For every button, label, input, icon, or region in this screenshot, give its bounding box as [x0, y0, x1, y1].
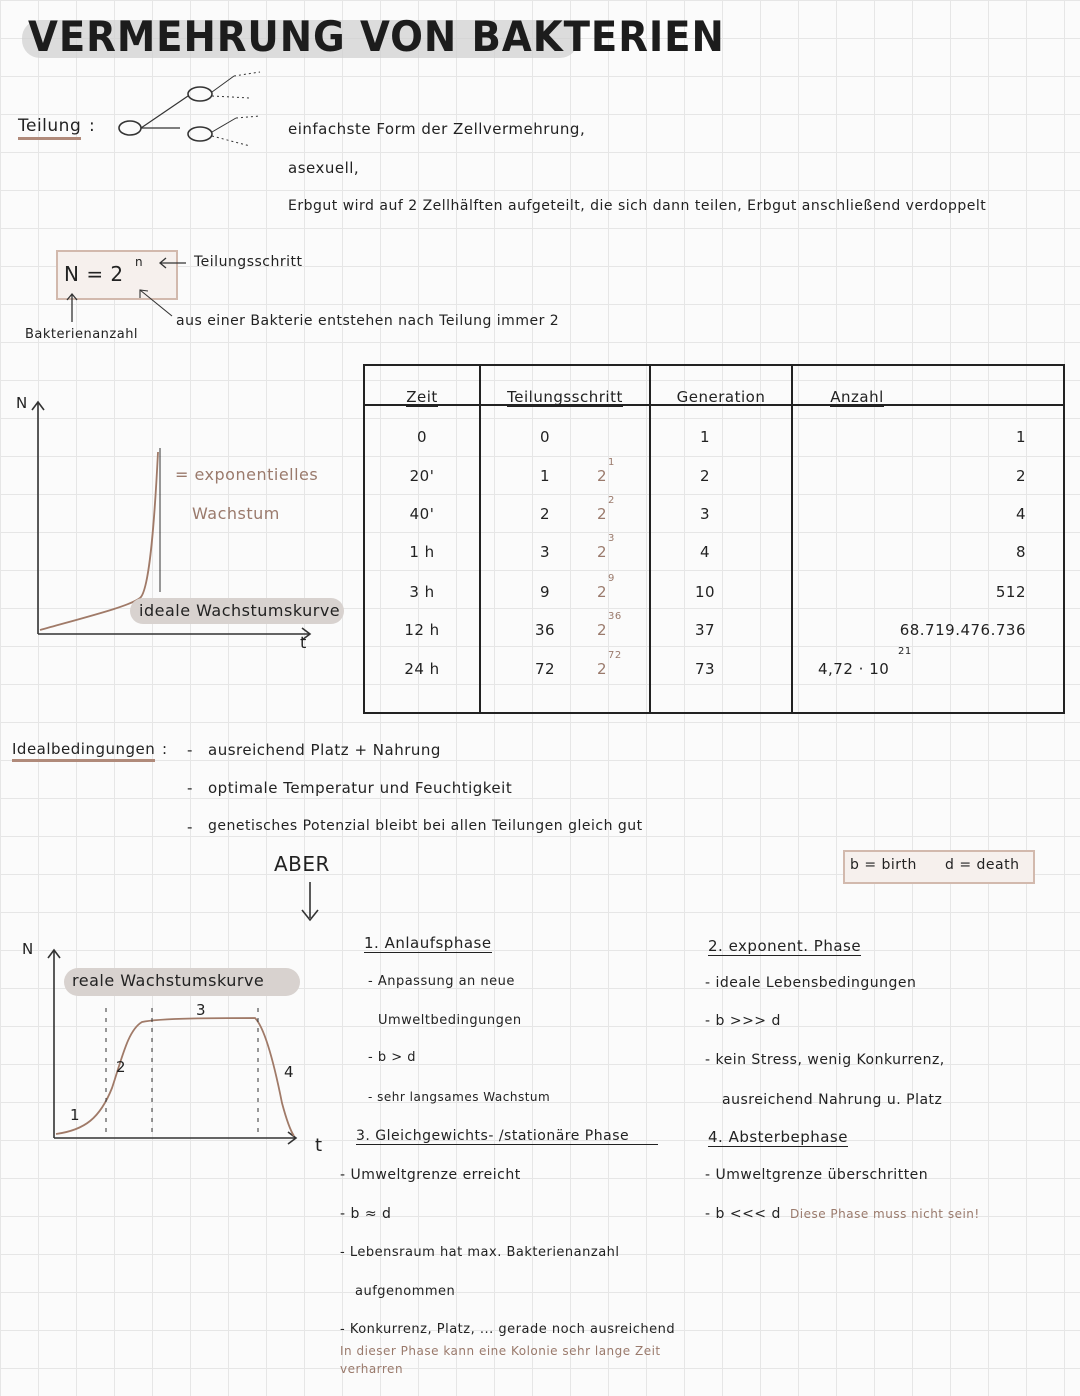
table-cell-power-base: 2 [596, 543, 608, 561]
phase-1-line-4: - sehr langsames Wachstum [368, 1090, 551, 1104]
table-cell-power-exp: 1 [608, 457, 615, 468]
ideal-condition-item-3: genetisches Potenzial bleibt bei allen Teilungen gleich gut [208, 818, 643, 834]
table-cell-zeit: 3 h [409, 583, 435, 601]
phase-4-note: Diese Phase muss nicht sein! [790, 1207, 980, 1221]
phase-3-line-4: aufgenommen [355, 1284, 456, 1299]
formula-note: aus einer Bakterie entstehen nach Teilung immer 2 [176, 313, 560, 329]
teilung-colon: : [89, 116, 96, 136]
table-cell-power-exp: 36 [608, 611, 622, 622]
phase-2-line-1: - ideale Lebensbedingungen [705, 975, 917, 991]
table-cell-anzahl: 512 [995, 583, 1026, 601]
table-cell-power-base: 2 [596, 621, 608, 639]
ideal-chart-y-label: N [16, 394, 28, 412]
table-cell-power-exp: 2 [608, 495, 615, 506]
phase-3-line-1: - Umweltgrenze erreicht [340, 1167, 521, 1183]
table-cell-schritt: 3 [539, 543, 551, 561]
table-header-teilungsschritt: Teilungsschritt [507, 388, 623, 406]
table-cell-anzahl: 8 [1015, 543, 1026, 561]
table-cell-power-base: 2 [596, 505, 608, 523]
phase-2-line-4: ausreichend Nahrung u. Platz [722, 1092, 943, 1108]
table-cell-anzahl: 4 [1015, 505, 1026, 523]
real-chart-caption: reale Wachstumskurve [72, 971, 265, 990]
table-cell-schritt: 36 [534, 621, 556, 639]
table-cell-zeit: 20' [409, 467, 435, 485]
table-cell-schritt: 1 [539, 467, 551, 485]
table-cell-generation: 37 [694, 621, 716, 639]
table-cell-anzahl-exp: 21 [898, 646, 912, 657]
legend-birth: b = birth [850, 857, 917, 873]
table-cell-schritt: 0 [539, 428, 551, 446]
table-cell-zeit: 24 h [404, 660, 440, 678]
teilung-line-2: asexuell, [288, 159, 360, 177]
aber-label: ABER [274, 852, 330, 876]
phase-3-note: In dieser Phase kann eine Kolonie sehr lange Zeit verharren [340, 1344, 661, 1376]
ideal-conditions-dash-3: - [187, 818, 193, 836]
phase-3-line-2: - b ≈ d [340, 1206, 392, 1222]
table-cell-zeit: 0 [416, 428, 428, 446]
table-cell-generation: 3 [699, 505, 711, 523]
phase-3-line-3: - Lebensraum hat max. Bakterienanzahl [340, 1245, 620, 1260]
phase-1-title: 1. Anlaufsphase [364, 934, 492, 952]
aber-arrow-down [300, 880, 320, 925]
table-header-zeit: Zeit [406, 388, 438, 406]
ideal-condition-item-2: optimale Temperatur und Feuchtigkeit [208, 779, 513, 797]
phase-1-line-1: - Anpassung an neue [368, 974, 515, 989]
phase-2-line-2: - b >>> d [705, 1013, 781, 1029]
table-cell-power-base: 2 [596, 660, 608, 678]
table-cell-zeit: 40' [409, 505, 435, 523]
table-cell-anzahl: 1 [1015, 428, 1026, 446]
table-cell-power-exp: 9 [608, 573, 615, 584]
ideal-chart-annot-1: = exponentielles [175, 465, 319, 484]
table-cell-generation: 10 [694, 583, 716, 601]
table-cell-power-exp: 3 [608, 533, 615, 544]
ideal-chart-caption: ideale Wachstumskurve [139, 601, 341, 620]
table-cell-generation: 2 [699, 467, 711, 485]
phase-2-line-3: - kein Stress, wenig Konkurrenz, [705, 1052, 945, 1068]
table-cell-power-base: 2 [596, 583, 608, 601]
phase-4-line-2: - b <<< d [705, 1206, 781, 1222]
formula-arrow-right [150, 255, 190, 275]
teilung-label [18, 116, 81, 140]
table-cell-generation: 73 [694, 660, 716, 678]
ideal-conditions-colon: : [162, 740, 168, 758]
table-cell-anzahl: 68.719.476.736 [899, 621, 1026, 639]
phase-1-line-2: Umweltbedingungen [378, 1013, 522, 1028]
page-title: VERMEHRUNG VON BAKTERIEN [28, 12, 725, 61]
real-phase-mark-4: 4 [284, 1063, 295, 1081]
table-cell-zeit: 12 h [404, 621, 440, 639]
table-cell-power-base: 2 [596, 467, 608, 485]
table-cell-anzahl: 4,72 · 10 [818, 660, 890, 678]
ideal-conditions-dash-1: - [187, 741, 193, 759]
real-phase-mark-2: 2 [116, 1058, 127, 1076]
formula-exponent: n [135, 255, 144, 269]
real-chart-y-label: N [22, 940, 34, 958]
table-cell-schritt: 9 [539, 583, 551, 601]
teilung-line-3: Erbgut wird auf 2 Zellhälften aufgeteilt, die sich dann teilen, Erbgut anschließend verdoppelt [288, 198, 987, 214]
table-header-generation: Generation [676, 388, 766, 406]
real-chart-x-label: t [315, 1135, 323, 1156]
cell-division-diagram [110, 68, 270, 158]
table-cell-power-exp: 72 [608, 650, 622, 661]
formula-bottom-label: Bakterienanzahl [25, 327, 139, 342]
table-cell-schritt: 72 [534, 660, 556, 678]
phase-3-line-5: - Konkurrenz, Platz, ... gerade noch ausreichend [340, 1322, 676, 1337]
table-cell-generation: 4 [699, 543, 711, 561]
table-cell-generation: 1 [699, 428, 711, 446]
real-phase-mark-3: 3 [196, 1001, 207, 1019]
phase-3-title: 3. Gleichgewichts- /stationäre Phase [356, 1128, 658, 1145]
ideal-chart-x-label: t [300, 633, 307, 652]
ideal-conditions-dash-2: - [187, 779, 193, 797]
phase-4-line-1: - Umweltgrenze überschritten [705, 1167, 929, 1183]
table-cell-anzahl: 2 [1015, 467, 1026, 485]
phase-1-line-3: - b > d [368, 1050, 416, 1065]
teilung-label-text: Teilung [18, 116, 82, 136]
table-cell-zeit: 1 h [409, 543, 435, 561]
table-header-anzahl: Anzahl [830, 388, 884, 406]
phase-4-title: 4. Absterbephase [708, 1128, 848, 1146]
legend-death: d = death [945, 857, 1020, 873]
ideal-chart-annot-2: Wachstum [192, 504, 280, 523]
phase-2-title: 2. exponent. Phase [708, 937, 862, 955]
table-cell-schritt: 2 [539, 505, 551, 523]
formula-arrow-down [60, 292, 180, 332]
formula-expr: N = 2 [64, 262, 124, 286]
teilung-line-1: einfachste Form der Zellvermehrung, [288, 120, 586, 138]
ideal-condition-item-1: ausreichend Platz + Nahrung [208, 741, 441, 759]
ideal-conditions-label: Idealbedingungen [12, 740, 155, 762]
real-phase-mark-1: 1 [70, 1106, 81, 1124]
formula-arrow-label: Teilungsschritt [194, 254, 303, 270]
